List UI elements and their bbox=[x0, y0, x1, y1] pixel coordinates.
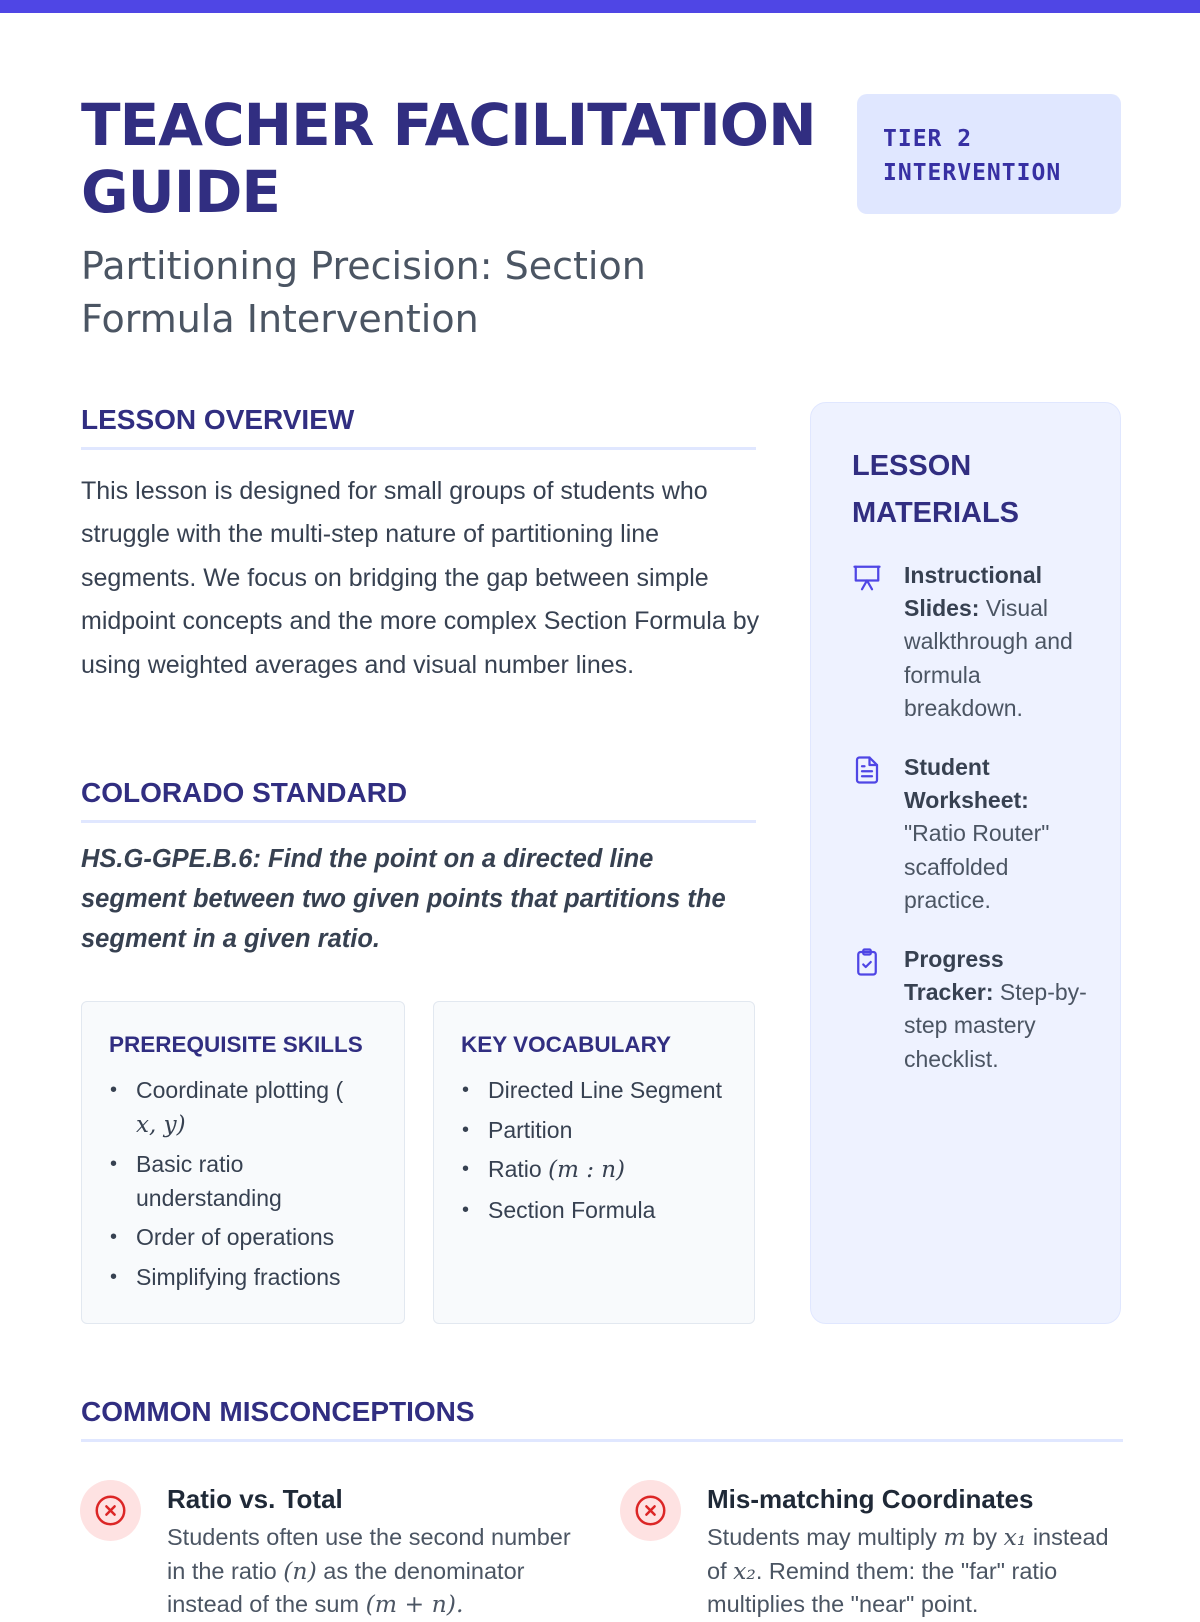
top-accent-bar bbox=[0, 0, 1200, 13]
material-item-worksheet bbox=[852, 751, 1090, 917]
misconception-title: Mis-matching Coordinates bbox=[707, 1484, 1034, 1514]
material-item-slides bbox=[852, 559, 1090, 725]
math-expression: x₂ bbox=[733, 1556, 756, 1585]
list-item-text: Ratio bbox=[488, 1156, 549, 1182]
clipboard-check-icon bbox=[852, 947, 882, 977]
math-expression: (m + n). bbox=[365, 1590, 464, 1618]
presentation-icon bbox=[852, 563, 882, 593]
lesson-overview-text: This lesson is designed for small groups of students who struggle with the multi-step nature of partitioning line segments. We focus on bridging the gap between simple midpoint concepts and the more complex Section Formula by using weighted averages and visual number lines. bbox=[81, 477, 760, 679]
misconception-text bbox=[167, 1521, 587, 1622]
list-item: • Simplifying fractions bbox=[109, 1261, 378, 1295]
colorado-standard-heading: COLORADO STANDARD bbox=[81, 776, 756, 823]
tier-badge-line1: TIER 2 bbox=[883, 126, 973, 152]
x-circle-icon bbox=[620, 1480, 681, 1541]
prerequisite-skills-list bbox=[109, 1074, 378, 1294]
list-item: • Order of operations bbox=[109, 1221, 378, 1255]
misconception-text-part: instead of bbox=[707, 1524, 1109, 1584]
list-item: • Section Formula bbox=[461, 1194, 728, 1228]
lesson-materials-heading: LESSON MATERIALS bbox=[852, 450, 1020, 529]
math-expression: x, y) bbox=[136, 1111, 186, 1138]
material-title: Progress Tracker: bbox=[904, 946, 1004, 1006]
math-expression: (m : n) bbox=[548, 1157, 626, 1183]
key-vocabulary-heading: KEY VOCABULARY bbox=[461, 1032, 672, 1057]
lesson-overview-heading: LESSON OVERVIEW bbox=[81, 403, 756, 450]
material-description: "Ratio Router" scaffolded practice. bbox=[904, 820, 1050, 913]
misconception-text-part: by bbox=[972, 1524, 998, 1550]
x-circle-icon bbox=[80, 1480, 141, 1541]
list-item: • Directed Line Segment bbox=[461, 1074, 728, 1108]
list-item bbox=[109, 1074, 378, 1142]
material-description: Step-by-step mastery checklist. bbox=[904, 979, 1087, 1072]
tier-badge-line2: INTERVENTION bbox=[883, 160, 1062, 186]
list-item: • Basic ratio understanding bbox=[109, 1148, 378, 1215]
page-title: TEACHER FACILITATION GUIDE bbox=[81, 91, 816, 226]
misconception-title: Ratio vs. Total bbox=[167, 1484, 343, 1514]
key-vocabulary-list bbox=[461, 1074, 728, 1227]
list-item bbox=[461, 1153, 728, 1188]
tier-badge bbox=[857, 94, 1121, 214]
prerequisite-skills-heading: PREREQUISITE SKILLS bbox=[109, 1032, 363, 1057]
key-vocabulary-card bbox=[433, 1001, 755, 1324]
colorado-standard-text: HS.G-GPE.B.6: Find the point on a directed line segment between two given points that partitions the segment in a given ratio. bbox=[81, 845, 726, 953]
material-title: Instructional Slides: bbox=[904, 562, 1043, 622]
prerequisite-skills-card bbox=[81, 1001, 405, 1324]
list-item-text: Coordinate plotting ( bbox=[136, 1077, 344, 1103]
material-description: Visual walkthrough and formula breakdown. bbox=[904, 595, 1073, 721]
misconception-text-part: . Remind them: the "far" ratio multiplies the "near" point. bbox=[707, 1557, 1058, 1617]
list-item: • Partition bbox=[461, 1114, 728, 1148]
page-subtitle: Partitioning Precision: Section Formula Intervention bbox=[81, 244, 646, 341]
misconception-text-part: as the denominator instead of the sum bbox=[167, 1557, 525, 1617]
misconception-text-part: Students often use the second number in the ratio bbox=[167, 1524, 571, 1584]
misconception-text bbox=[707, 1521, 1127, 1622]
common-misconceptions-heading: COMMON MISCONCEPTIONS bbox=[81, 1395, 1123, 1442]
document-icon bbox=[852, 755, 882, 785]
material-item-tracker bbox=[852, 943, 1090, 1076]
math-expression: x₁ bbox=[1003, 1523, 1027, 1551]
misconception-text-part: Students may multiply bbox=[707, 1524, 937, 1550]
material-title: Student Worksheet: bbox=[904, 754, 1029, 814]
lesson-materials-panel bbox=[810, 402, 1121, 1324]
math-expression: (n) bbox=[283, 1556, 317, 1585]
math-expression: m bbox=[943, 1523, 966, 1551]
